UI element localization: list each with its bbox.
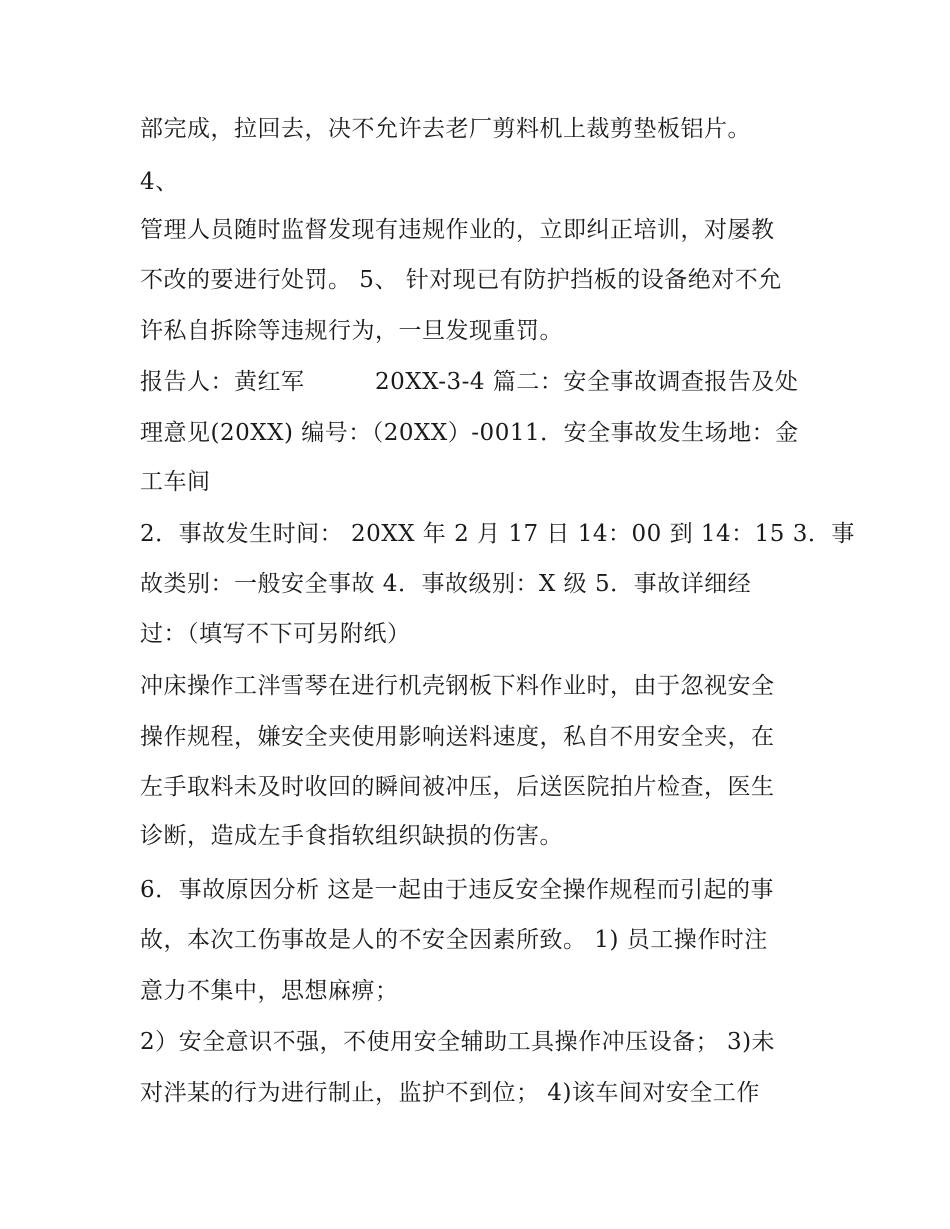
- text-line: 冲床操作工泮雪琴在进行机壳钢板下料作业时，由于忽视安全: [140, 673, 775, 699]
- text-line: 2．事故发生时间： 20XX 年 2 月 17 日 14：00 到 14：15 3．事: [140, 521, 855, 547]
- text-line: 4、: [140, 169, 179, 195]
- text-line: 操作规程，嫌安全夹使用影响送料速度，私自不用安全夹，在: [140, 724, 775, 750]
- text-line: 左手取料未及时收回的瞬间被冲压，后送医院拍片检查，医生: [140, 774, 775, 800]
- text-line: 许私自拆除等违规行为，一旦发现重罚。: [140, 318, 563, 344]
- text-line: 意力不集中，思想麻痹；: [140, 978, 399, 1004]
- text-line: 部完成，拉回去，决不允许去老厂剪料机上裁剪垫板铝片。: [140, 116, 751, 142]
- text-line: 诊断，造成左手食指软组织缺损的伤害。: [140, 823, 563, 849]
- text-line: 工车间: [140, 469, 211, 495]
- text-line: 2）安全意识不强，不使用安全辅助工具操作冲压设备； 3)未: [140, 1029, 776, 1055]
- text-line: 报告人：黄红军 20XX-3-4 篇二：安全事故调查报告及处: [140, 369, 799, 395]
- text-line: 理意见(20XX) 编号：（20XX）-0011．安全事故发生场地：金: [140, 420, 799, 446]
- text-line: 故类别：一般安全事故 4．事故级别：X 级 5．事故详细经: [140, 571, 752, 597]
- text-line: 对泮某的行为进行制止，监护不到位； 4)该车间对安全工作: [140, 1080, 760, 1106]
- text-line: 不改的要进行处罚。 5、 针对现已有防护挡板的设备绝对不允: [140, 267, 782, 293]
- text-line: 6．事故原因分析 这是一起由于违反安全操作规程而引起的事: [140, 877, 774, 903]
- text-line: 过：（填写不下可另附纸）: [140, 621, 411, 647]
- text-line: 管理人员随时监督发现有违规作业的，立即纠正培训，对屡教: [140, 217, 775, 243]
- text-line: 故，本次工伤事故是人的不安全因素所致。 1) 员工操作时注: [140, 927, 768, 953]
